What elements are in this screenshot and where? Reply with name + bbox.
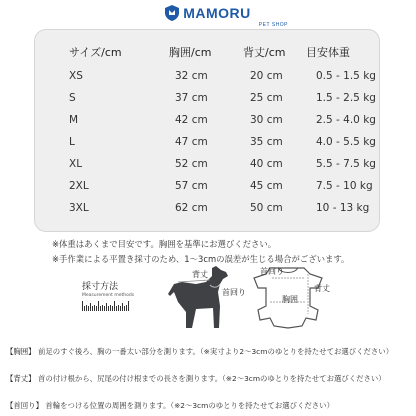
cell-size: M	[69, 114, 79, 126]
definition-key: 【背丈】	[6, 374, 36, 383]
header-size: サイズ/cm	[69, 46, 122, 59]
table-row	[35, 202, 379, 218]
cell-weight: 10 - 13 kg	[316, 202, 370, 214]
cell-weight: 5.5 - 7.5 kg	[316, 158, 376, 170]
cell-back: 45 cm	[250, 180, 283, 192]
definition-key: 【胸囲】	[6, 347, 36, 356]
measurement-method	[82, 279, 134, 311]
table-row	[35, 136, 379, 152]
table-row	[35, 158, 379, 174]
header-weight: 目安体重	[306, 46, 350, 59]
note-weight: ※体重はあくまで目安です。胸囲を基準にお選びください。	[52, 239, 277, 249]
garment-chest-label: 胸囲	[282, 295, 298, 304]
definition-key: 【首回り】	[6, 401, 43, 410]
cell-weight: 2.5 - 4.0 kg	[316, 114, 376, 126]
cell-chest: 37 cm	[175, 92, 208, 104]
cell-size: XS	[69, 70, 83, 82]
cell-size: 2XL	[69, 180, 89, 192]
size-table-panel	[34, 29, 380, 232]
cell-weight: 7.5 - 10 kg	[316, 180, 373, 192]
cell-back: 50 cm	[250, 202, 283, 214]
table-header	[35, 44, 379, 60]
cell-back: 40 cm	[250, 158, 283, 170]
cell-size: XL	[69, 158, 83, 170]
garment-neck-label: 首回り	[260, 267, 284, 276]
cell-chest: 47 cm	[175, 136, 208, 148]
cell-back: 30 cm	[250, 114, 283, 126]
table-row	[35, 70, 379, 86]
ruler-icon	[82, 301, 134, 311]
brand-tagline: PET SHOP	[258, 22, 288, 28]
cell-chest: 57 cm	[175, 180, 208, 192]
dog-back-label: 背丈	[192, 270, 208, 279]
definition-text: 首の付け根から、尻尾の付け根までの長さを測ります。（※2〜3cmのゆとりを持たせてお選びください）	[37, 374, 386, 383]
table-row	[35, 92, 379, 108]
cell-back: 20 cm	[250, 70, 283, 82]
cell-chest: 32 cm	[175, 70, 208, 82]
cell-weight: 0.5 - 1.5 kg	[316, 70, 376, 82]
definition-chest	[6, 346, 393, 357]
cell-size: 3XL	[69, 202, 89, 214]
cell-back: 25 cm	[250, 92, 283, 104]
dog-neck-label: 首回り	[222, 288, 246, 297]
cell-weight: 4.0 - 5.5 kg	[316, 136, 376, 148]
cell-chest: 42 cm	[175, 114, 208, 126]
cell-size: L	[69, 136, 75, 148]
header-back: 背丈/cm	[243, 46, 286, 59]
cell-back: 35 cm	[250, 136, 283, 148]
brand-logo	[0, 5, 416, 28]
definition-text: 前足のすぐ後ろ、胸の一番太い部分を測ります。（※実寸より2〜3cmのゆとりを持たせてお選びください）	[37, 347, 394, 356]
table-row	[35, 114, 379, 130]
note-tolerance: ※手作業による平置き採寸のため、1〜3cmの誤差が生じる場合がございます。	[52, 254, 350, 264]
method-title: 採寸方法	[82, 282, 119, 292]
brand-name: MAMORU	[183, 5, 251, 21]
method-subtitle: Measurement methods	[82, 293, 135, 298]
definition-back	[6, 373, 386, 384]
cell-chest: 62 cm	[175, 202, 208, 214]
cell-size: S	[69, 92, 76, 104]
definition-text: 首輪をつける位置の周囲を測ります。（※2〜3cmのゆとりを持たせてお選びください）	[45, 401, 334, 410]
definition-neck	[6, 400, 334, 411]
cell-weight: 1.5 - 2.5 kg	[316, 92, 376, 104]
garment-back-label: 背丈	[314, 284, 330, 293]
table-row	[35, 180, 379, 196]
header-chest: 胸囲/cm	[169, 46, 212, 59]
cell-chest: 52 cm	[175, 158, 208, 170]
shield-icon	[165, 5, 179, 21]
